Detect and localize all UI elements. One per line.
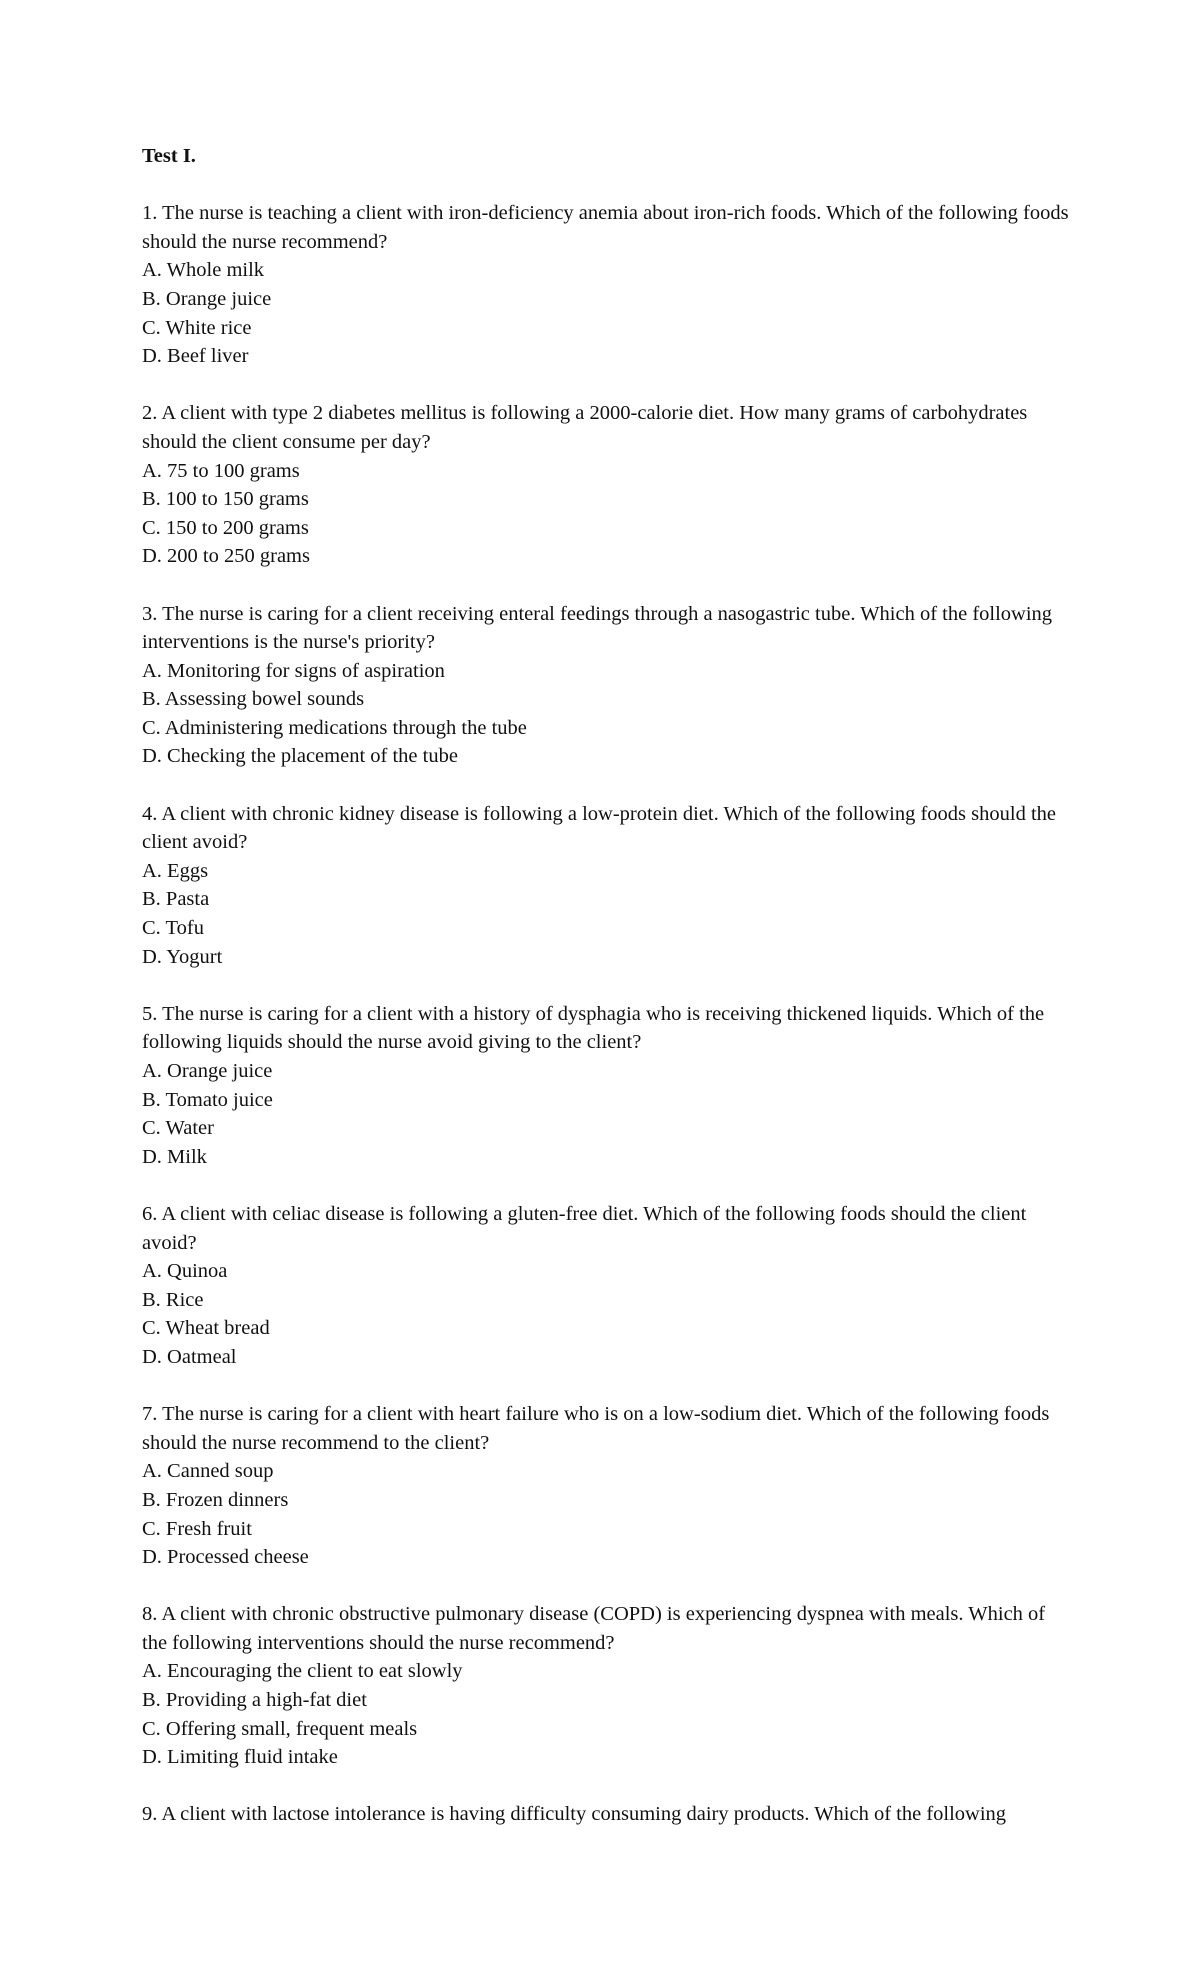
answer-option: D. Processed cheese	[142, 1546, 309, 1569]
answer-option: D. Limiting fluid intake	[142, 1746, 338, 1769]
answer-options	[142, 1257, 1072, 1371]
question-stem: 5. The nurse is caring for a client with a history of dysphagia who is receiving thickened liquids. Which of the following liquids should the nurse avoid giving to the client?	[142, 1002, 1045, 1054]
answer-option: D. Oatmeal	[142, 1345, 237, 1368]
question-7	[142, 1400, 1072, 1572]
answer-options	[142, 256, 1072, 370]
answer-option: C. Tofu	[142, 917, 204, 940]
question-4	[142, 800, 1072, 972]
question-stem: 1. The nurse is teaching a client with iron-deficiency anemia about iron-rich foods. Which of the following foods should the nurse recommend?	[142, 202, 1069, 253]
test-title: Test I.	[142, 145, 196, 167]
question-stem: 9. A client with lactose intolerance is having difficulty consuming dairy products. Which of the following	[142, 1803, 1007, 1826]
question-3	[142, 600, 1072, 772]
answer-options	[142, 657, 1072, 771]
answer-option: D. Beef liver	[142, 345, 249, 368]
answer-option: C. 150 to 200 grams	[142, 516, 309, 539]
answer-option: A. Whole milk	[142, 259, 265, 282]
question-stem: 6. A client with celiac disease is following a gluten-free diet. Which of the following foods should the client avoid?	[142, 1202, 1027, 1254]
question-stem: 2. A client with type 2 diabetes mellitus is following a 2000-calorie diet. How many grams of carbohydrates should the client consume per day?	[142, 402, 1028, 453]
question-stem: 3. The nurse is caring for a client receiving enteral feedings through a nasogastric tube. Which of the following interventions is the nurse's priority?	[142, 602, 1053, 654]
answer-option: B. Assessing bowel sounds	[142, 688, 365, 711]
answer-option: A. 75 to 100 grams	[142, 459, 300, 482]
answer-option: B. Pasta	[142, 888, 210, 911]
answer-option: B. Providing a high-fat diet	[142, 1689, 367, 1712]
title-spacer	[142, 171, 1072, 200]
answer-option: C. Offering small, frequent meals	[142, 1717, 418, 1740]
question-8	[142, 1600, 1072, 1772]
question-5	[142, 1000, 1072, 1172]
answer-options	[142, 1057, 1072, 1171]
question-stem: 8. A client with chronic obstructive pulmonary disease (COPD) is experiencing dyspnea with meals. Which of the following interventions should the nurse recommend?	[142, 1603, 1046, 1654]
answer-options	[142, 857, 1072, 971]
question-stem: 7. The nurse is caring for a client with heart failure who is on a low-sodium diet. Which of the following foods should the nurse recommend to the client?	[142, 1403, 1050, 1454]
answer-option: D. Yogurt	[142, 945, 223, 968]
question-list	[142, 199, 1072, 1829]
question-9	[142, 1800, 1072, 1829]
answer-option: A. Canned soup	[142, 1460, 274, 1483]
answer-option: A. Encouraging the client to eat slowly	[142, 1660, 463, 1683]
question-stem: 4. A client with chronic kidney disease is following a low-protein diet. Which of the following foods should the client avoid?	[142, 802, 1056, 854]
answer-option: B. Rice	[142, 1288, 204, 1311]
answer-options	[142, 457, 1072, 571]
answer-option: D. 200 to 250 grams	[142, 545, 310, 568]
answer-option: D. Milk	[142, 1145, 207, 1168]
answer-option: D. Checking the placement of the tube	[142, 745, 458, 768]
answer-option: C. Fresh fruit	[142, 1517, 252, 1540]
question-2	[142, 399, 1072, 571]
answer-options	[142, 1457, 1072, 1571]
document-content	[142, 142, 1072, 1858]
answer-option: B. Frozen dinners	[142, 1488, 289, 1511]
answer-option: A. Orange juice	[142, 1060, 273, 1082]
answer-option: B. 100 to 150 grams	[142, 488, 309, 511]
answer-option: B. Orange juice	[142, 287, 272, 310]
answer-option: C. White rice	[142, 316, 252, 339]
answer-option: A. Quinoa	[142, 1260, 228, 1283]
answer-option: C. Administering medications through the tube	[142, 716, 527, 739]
answer-options	[142, 1657, 1072, 1771]
answer-option: A. Eggs	[142, 859, 209, 882]
question-1	[142, 199, 1072, 371]
answer-option: A. Monitoring for signs of aspiration	[142, 659, 445, 682]
answer-option: C. Wheat bread	[142, 1317, 270, 1340]
question-6	[142, 1200, 1072, 1372]
answer-option: C. Water	[142, 1117, 214, 1140]
answer-option: B. Tomato juice	[142, 1088, 273, 1111]
